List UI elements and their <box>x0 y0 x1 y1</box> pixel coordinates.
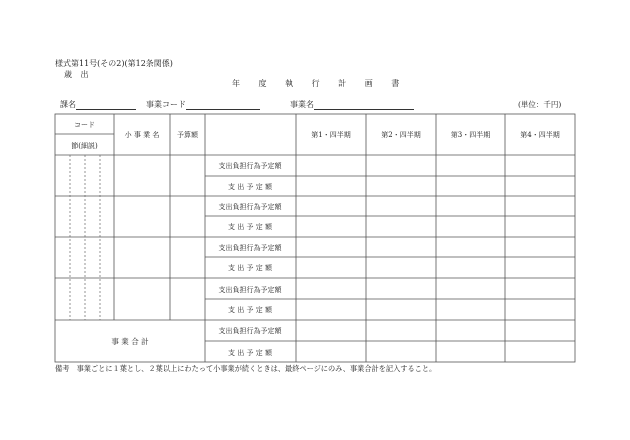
row-label-expenditure: 支 出 予 定 額 <box>228 349 272 357</box>
row-label-commitment: 支出負担行為予定額 <box>218 286 282 294</box>
project-total-label: 事 業 合 計 <box>111 337 149 346</box>
expenditure-label: 歳 出 <box>64 70 92 79</box>
row-label-expenditure: 支 出 予 定 額 <box>228 183 272 191</box>
project-code-label: 事業コード <box>146 100 186 109</box>
section-name-label: 課名 <box>60 100 76 109</box>
quarter-1-header: 第1・四半期 <box>311 131 351 139</box>
row-label-commitment: 支出負担行為予定額 <box>218 162 282 170</box>
row-label-expenditure: 支 出 予 定 額 <box>228 264 272 272</box>
row-label-expenditure: 支 出 予 定 額 <box>228 223 272 231</box>
section-header: 節(細説) <box>71 142 98 150</box>
code-header: コード <box>74 121 95 129</box>
document-title: 年 度 執 行 計 画 書 <box>232 79 401 88</box>
quarter-2-header: 第2・四半期 <box>381 131 421 139</box>
budget-header: 予算額 <box>177 131 198 139</box>
footnote: 備考 事業ごとに１葉とし、２葉以上にわたって小事業が続くときは、最終ページにのみ、事業合計を記入すること。 <box>55 364 437 373</box>
row-label-commitment: 支出負担行為予定額 <box>218 203 282 211</box>
row-label-expenditure: 支 出 予 定 額 <box>228 306 272 314</box>
table-border <box>55 114 575 362</box>
row-label-commitment: 支出負担行為予定額 <box>218 244 282 252</box>
code-subdividers <box>70 155 100 320</box>
project-name-label: 事業名 <box>290 100 314 109</box>
sub-project-header: 小 事 業 名 <box>124 131 160 139</box>
form-number: 様式第11号(その2)(第12条関係) <box>55 59 173 68</box>
row-label-commitment: 支出負担行為予定額 <box>218 327 282 335</box>
quarter-3-header: 第3・四半期 <box>450 131 491 139</box>
quarter-4-header: 第4・四半期 <box>520 131 560 139</box>
unit-note: (単位：千円) <box>518 100 562 109</box>
